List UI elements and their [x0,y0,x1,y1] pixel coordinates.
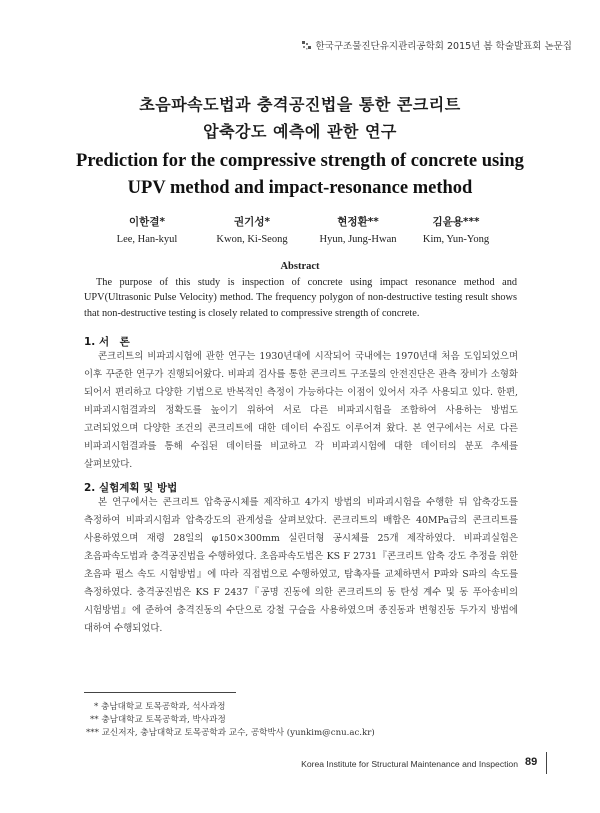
abstract-text: The purpose of this study is inspection of concrete using impact resonance method and UPV(Ultrasonic Pulse Velocity) method. The frequency polygon of non-destructive testing result shows that non-destructive testing is closely related to compressive strength of concrete. [84,277,517,319]
footer-institute: Korea Institute for Structural Maintenance and Inspection [301,759,518,769]
author-english-name: Kwon, Ki-Seong [216,234,288,245]
running-header [200,38,572,52]
author-4 [391,214,521,245]
author-korean-name: 현정환** [337,216,379,228]
author-korean-name: 권기성* [234,216,270,228]
english-title-line-1: Prediction for the compressive strength of concrete using [76,151,524,171]
author-english-name: Hyun, Jung-Hwan [319,234,397,245]
section-body-methods: 본 연구에서는 콘크리트 압축공시체를 제작하고 4가지 방법의 비파괴시험을 수행한 뒤 압축강도를 측정하여 비파괴시험과 압축강도의 관계성을 살펴보았다. 콘크리트의 배합은 40MPa급의 콘크리트를 사용하였으며 재령 28일의 φ150×300mm 실린더형 공시체를 25개 제작하였다. 비파괴실험은 초음파속도법과 충격공진법을 수행하였다. 초음파속도법은 KS F 2731『콘크리트 압축 강도 추정을 위한 초음파 펄스 속도 시험방법』에 따라 직접법으로 수행하였고, 탐촉자를 교체하면서 P파와 S파의 속도를 측정하였다. 충격공진법은 KS F 2437『공명 진동에 의한 콘크리트의 동 탄성 계수 및 동 푸아송비의 시험방법』에 준하여 충격진동의 수단으로 강철 구슬을 사용하였으며 종진동과 변형진동 두가지 방법에 대하여 수행되었다. [84,497,518,634]
korean-title-line-2: 압축강도 예측에 관한 연구 [203,122,397,141]
section-heading-introduction: 1. 서 론 [84,336,130,348]
section-body-introduction: 콘크리트의 비파괴시험에 관한 연구는 1930년대에 시작되어 국내에는 1970년대 처음 도입되었으며 이후 꾸준한 연구가 진행되어왔다. 비파괴 검사를 통한 콘크리트 구조물의 안전진단은 관측 장비가 소형화 되어서 편리하고 다양한 기법으로 반복적인 측정이 가능하다는 이점이 있어서 자주 사용되고 있다. 한편, 비파괴시험결과의 정확도를 높이기 위하여 서로 다른 비파괴시험을 조합하여 사용하는 방법도 고려되었으며 다양한 조건의 콘크리트에 대한 데이터 수집도 이루어져 왔다. 본 연구에서는 서로 다른 비파괴시험결과를 통해 수집된 데이터를 비교하고 각 비파괴시험에 대한 데이터의 분포 추세를 살펴보았다. [84,351,518,470]
author-korean-name: 김윤용*** [432,216,480,228]
footnote-divider [84,692,236,693]
author-english-name: Kim, Yun-Yong [422,234,490,245]
running-title: 한국구조물진단유지관리공학회 2015년 봄 학술발표회 논문집 [315,41,572,52]
korean-title-line-1: 초음파속도법과 충격공진법을 통한 콘크리트 [139,95,461,114]
page-number-divider [546,752,547,774]
author-korean-name: 이한결* [129,216,165,228]
journal-logo-icon [302,41,311,50]
footnote-1: * 충남대학교 토목공학과, 석사과정 [94,702,226,712]
abstract-heading: Abstract [280,261,320,272]
page-number: 89 [525,756,538,768]
footnote-2: ** 충남대학교 토목공학과, 박사과정 [90,715,226,725]
section-heading-methods: 2. 실험계획 및 방법 [84,482,178,494]
footnote-3: *** 교신저자, 충남대학교 토목공학과 교수, 공학박사 (yunkim@cnu.ac.kr) [86,728,375,738]
author-english-name: Lee, Han-kyul [116,234,178,245]
english-title-line-2: UPV method and impact-resonance method [127,178,473,198]
